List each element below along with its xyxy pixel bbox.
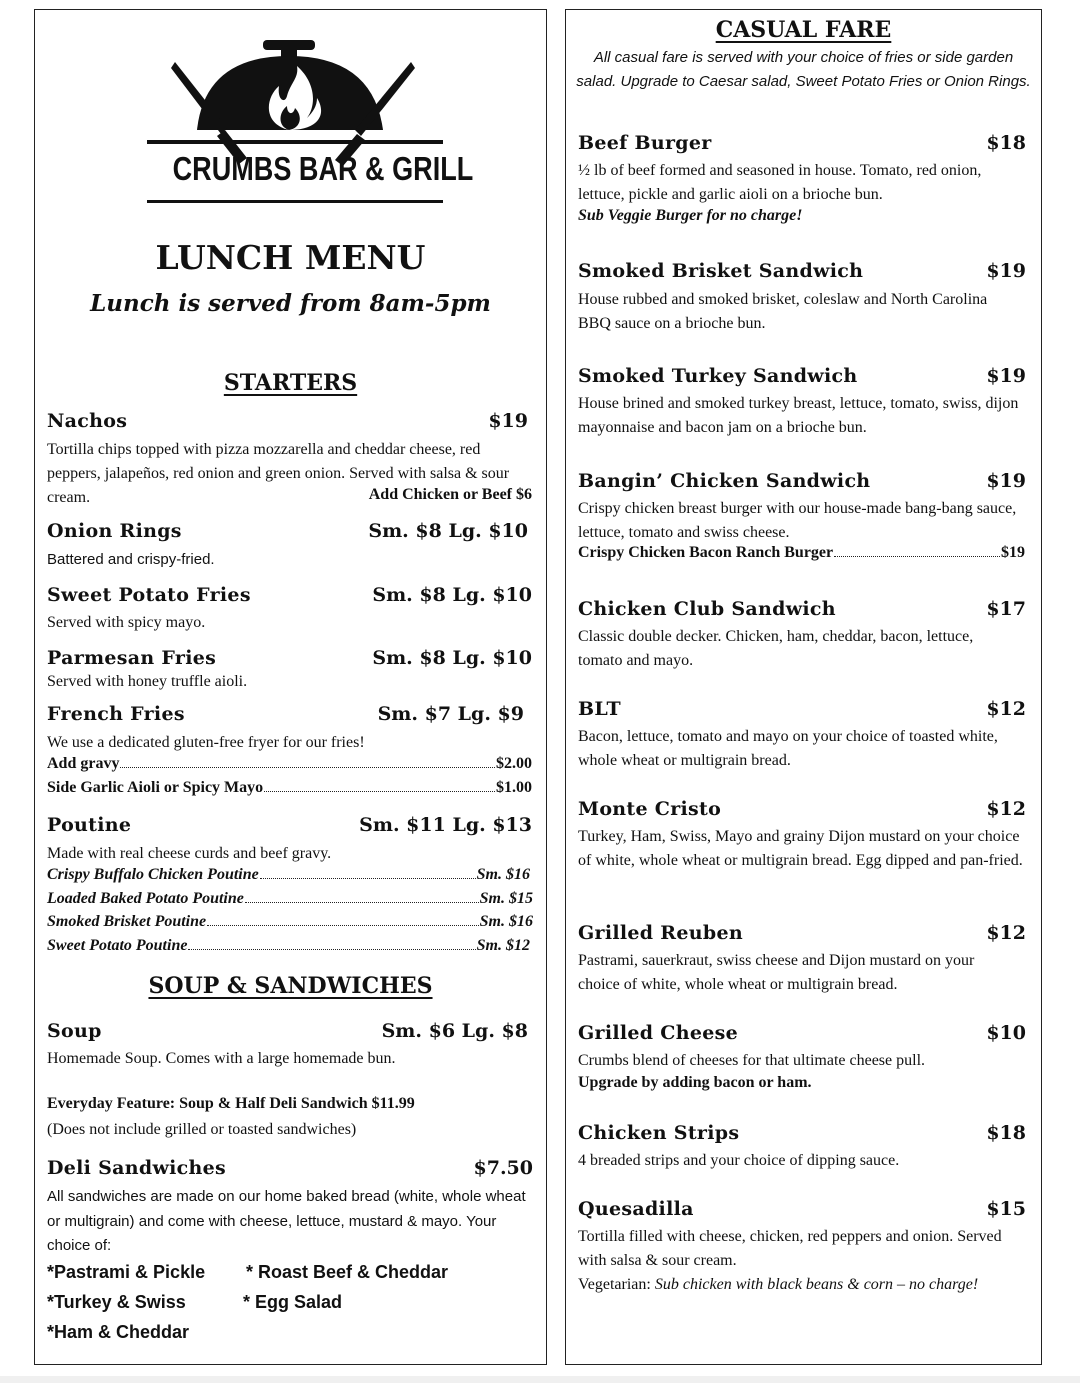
variant-row xyxy=(47,937,530,955)
vegetarian-label: Vegetarian: xyxy=(578,1276,651,1293)
item-description: Pastrami, sauerkraut, swiss cheese and Dijon mustard on your choice of white, whole wheat or multigrain bread. xyxy=(578,952,975,993)
variant-price: Sm. $15 xyxy=(479,890,533,907)
menu-title: LUNCH MENU xyxy=(155,238,426,277)
item-name: Smoked Brisket Sandwich xyxy=(578,260,864,282)
deli-choice: *Pastrami & Pickle xyxy=(47,1262,206,1282)
item-description: Tortilla chips topped with pizza mozzarella and cheddar cheese, red peppers, jalapeños, red onion and green onion. Served with salsa & sour cream. xyxy=(47,441,510,506)
item-description: We use a dedicated gluten-free fryer for our fries! xyxy=(47,734,365,751)
item-name: Smoked Turkey Sandwich xyxy=(578,365,858,387)
page-bottom-strip xyxy=(0,1376,1080,1383)
variant-label: Smoked Brisket Poutine xyxy=(47,913,207,930)
item-name: BLT xyxy=(578,698,621,720)
brand-name: CRUMBS BAR & GRILL xyxy=(172,150,474,187)
item-name: Onion Rings xyxy=(47,520,182,542)
extra-label: Crispy Chicken Bacon Ranch Burger xyxy=(578,544,834,561)
item-price: $7.50 xyxy=(473,1157,533,1179)
variant-label: Crispy Buffalo Chicken Poutine xyxy=(47,866,259,883)
item-description: House rubbed and smoked brisket, coleslaw and North Carolina BBQ sauce on a brioche bun. xyxy=(578,291,988,332)
variant-price: Sm. $16 xyxy=(479,913,533,930)
feature-note: (Does not include grilled or toasted sandwiches) xyxy=(47,1121,357,1138)
vegetarian-text: Sub chicken with black beans & corn – no charge! xyxy=(654,1276,979,1293)
item-description: Homemade Soup. Comes with a large homemade bun. xyxy=(47,1050,396,1067)
hours-text: Lunch is served from 8am-5pm xyxy=(90,290,491,317)
item-name: Nachos xyxy=(47,410,128,432)
item-price: $19 xyxy=(488,410,528,432)
item-name: Parmesan Fries xyxy=(47,647,217,669)
item-description: Bacon, lettuce, tomato and mayo on your choice of toasted white, whole wheat or multigrain bread. xyxy=(578,728,998,769)
item-price: Sm. $8 Lg. $10 xyxy=(372,647,532,669)
item-description: House brined and smoked turkey breast, lettuce, tomato, swiss, dijon mayonnaise and bacon jam on a brioche bun. xyxy=(578,395,1019,436)
item-price: Sm. $7 Lg. $9 xyxy=(377,703,524,725)
item-description: Crispy chicken breast burger with our house-made bang-bang sauce, lettuce, tomato and swiss cheese. xyxy=(578,500,1017,541)
item-name: Deli Sandwiches xyxy=(47,1157,226,1179)
extra-row xyxy=(578,544,1025,562)
item-price: $17 xyxy=(986,598,1026,620)
item-name: Soup xyxy=(47,1020,102,1042)
item-price: $12 xyxy=(986,798,1026,820)
item-note: Upgrade by adding bacon or ham. xyxy=(578,1074,812,1091)
casual-intro: All casual fare is served with your choice of fries or side garden salad. Upgrade to Caesar salad, Sweet Potato Fries or Onion Rings. xyxy=(576,49,1031,90)
item-description: Crumbs blend of cheeses for that ultimate cheese pull. xyxy=(578,1052,926,1069)
item-price: Sm. $11 Lg. $13 xyxy=(359,814,532,836)
item-name: Quesadilla xyxy=(578,1198,694,1220)
item-name: Poutine xyxy=(47,814,132,836)
item-description: Served with honey truffle aioli. xyxy=(47,673,248,690)
item-price: $12 xyxy=(986,698,1026,720)
item-price: Sm. $8 Lg. $10 xyxy=(368,520,528,542)
item-price: $18 xyxy=(986,1122,1026,1144)
casual-fare-heading: CASUAL FARE xyxy=(715,17,892,43)
deli-choice: *Turkey & Swiss xyxy=(47,1292,186,1312)
variant-row xyxy=(47,913,533,931)
item-description: Made with real cheese curds and beef gravy. xyxy=(47,845,332,862)
item-price: $10 xyxy=(986,1022,1026,1044)
extra-price: $19 xyxy=(1001,544,1025,561)
item-price: $19 xyxy=(986,470,1026,492)
item-note: Sub Veggie Burger for no charge! xyxy=(578,207,803,224)
extra-row xyxy=(47,779,532,797)
deli-choice: * Roast Beef & Cheddar xyxy=(246,1262,449,1282)
deli-choice: *Ham & Cheddar xyxy=(47,1322,190,1342)
everyday-feature: Everyday Feature: Soup & Half Deli Sandwich $11.99 xyxy=(47,1095,415,1112)
item-price: $12 xyxy=(986,922,1026,944)
extra-row xyxy=(47,755,532,773)
item-name: Grilled Reuben xyxy=(578,922,743,944)
variant-price: Sm. $12 xyxy=(476,937,530,954)
item-description: All sandwiches are made on our home baked bread (white, whole wheat or multigrain) and come with cheese, lettuce, mustard & mayo. Your choice of: xyxy=(47,1188,526,1254)
item-name: Chicken Strips xyxy=(578,1122,740,1144)
item-description: Turkey, Ham, Swiss, Mayo and grainy Dijon mustard on your choice of white, whole wheat or multigrain bread. Egg dipped and pan-fried. xyxy=(578,828,1023,869)
variant-row xyxy=(47,866,530,884)
item-description: Served with spicy mayo. xyxy=(47,614,206,631)
item-description: Classic double decker. Chicken, ham, cheddar, bacon, lettuce, tomato and mayo. xyxy=(578,628,974,669)
item-price: $18 xyxy=(986,132,1026,154)
item-description: Battered and crispy-fried. xyxy=(47,551,215,568)
deli-choice: * Egg Salad xyxy=(243,1292,343,1312)
item-name: Bangin’ Chicken Sandwich xyxy=(578,470,871,492)
item-description: ½ lb of beef formed and seasoned in house. Tomato, red onion, lettuce, pickle and garlic aioli on a brioche bun. xyxy=(578,162,982,203)
item-name: French Fries xyxy=(47,703,185,725)
item-price: Sm. $6 Lg. $8 xyxy=(381,1020,528,1042)
item-name: Grilled Cheese xyxy=(578,1022,738,1044)
variant-label: Loaded Baked Potato Poutine xyxy=(47,890,244,907)
item-description: Tortilla filled with cheese, chicken, red peppers and onion. Served with salsa & sour cream. xyxy=(578,1228,1002,1269)
item-name: Chicken Club Sandwich xyxy=(578,598,836,620)
item-price: $15 xyxy=(986,1198,1026,1220)
item-price: $19 xyxy=(986,365,1026,387)
extra-price: $1.00 xyxy=(496,779,532,796)
vegetarian-note xyxy=(578,1273,1008,1297)
starters-heading: STARTERS xyxy=(223,370,358,396)
variant-row xyxy=(47,890,533,908)
variant-label: Sweet Potato Poutine xyxy=(47,937,188,954)
soup-sandwiches-heading: SOUP & SANDWICHES xyxy=(148,973,433,999)
item-price: $19 xyxy=(986,260,1026,282)
extra-label: Side Garlic Aioli or Spicy Mayo xyxy=(47,779,264,796)
item-price: Sm. $8 Lg. $10 xyxy=(372,584,532,606)
extra-price: $2.00 xyxy=(496,755,532,772)
variant-price: Sm. $16 xyxy=(476,866,530,883)
extra-label: Add gravy xyxy=(47,755,120,772)
nachos-addon: Add Chicken or Beef $6 xyxy=(368,486,532,503)
item-name: Monte Cristo xyxy=(578,798,722,820)
item-name: Sweet Potato Fries xyxy=(47,584,251,606)
item-name: Beef Burger xyxy=(578,132,712,154)
item-description: 4 breaded strips and your choice of dipping sauce. xyxy=(578,1152,900,1169)
